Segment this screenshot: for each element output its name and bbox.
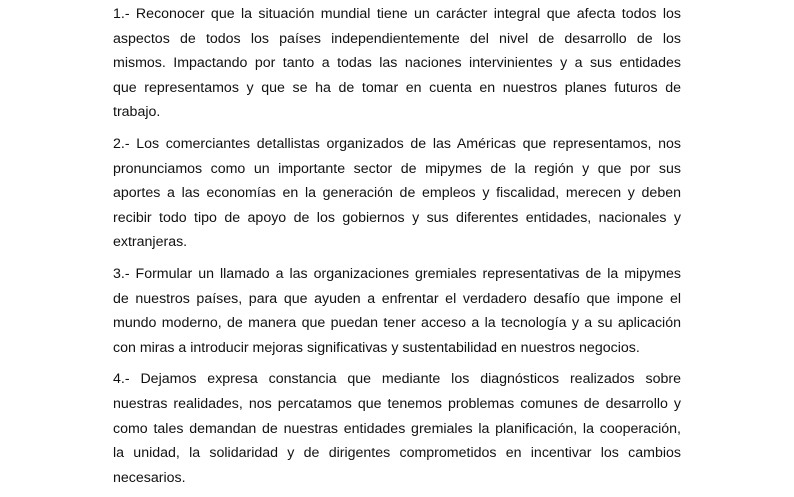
paragraph-4 <box>113 367 681 490</box>
paragraph-line: aspectos de todos los países independientemente del nivel de desarrollo de los <box>113 30 681 47</box>
paragraph-line: nuestras realidades, nos percatamos que tenemos problemas comunes de desarrollo y <box>113 395 681 412</box>
paragraph-line: como tales demandan de nuestras entidades gremiales la planificación, la cooperación, <box>113 420 681 437</box>
paragraph-line: aportes a las economías en la generación de empleos y fiscalidad, merecen y deben <box>113 185 681 202</box>
paragraph-line: extranjeras. <box>113 234 188 251</box>
paragraph-line: recibir todo tipo de apoyo de los gobiernos y sus diferentes entidades, nacionales y <box>113 209 681 226</box>
paragraph-2 <box>113 132 681 255</box>
paragraph-line: pronunciamos como un importante sector de mipymes de la región y que por sus <box>113 160 681 177</box>
paragraph-line: trabajo. <box>113 104 161 121</box>
paragraph-1 <box>113 2 681 125</box>
document-body <box>113 2 681 497</box>
paragraph-line: 3.- Formular un llamado a las organizaciones gremiales representativas de la mipymes <box>113 265 681 282</box>
paragraph-3 <box>113 262 681 360</box>
paragraph-line: mismos. Impactando por tanto a todas las naciones intervinientes y a sus entidades <box>113 55 681 72</box>
paragraph-line: con miras a introducir mejoras significativas y sustentabilidad en nuestros negocios. <box>113 339 640 356</box>
paragraph-line: la unidad, la solidaridad y de dirigentes comprometidos en incentivar los cambios <box>113 445 681 462</box>
paragraph-line: mundo moderno, de manera que puedan tener acceso a la tecnología y a su aplicación <box>113 315 681 332</box>
paragraph-line: 2.- Los comerciantes detallistas organizados de las Américas que representamos, nos <box>113 135 681 152</box>
paragraph-line: 4.- Dejamos expresa constancia que mediante los diagnósticos realizados sobre <box>113 371 681 388</box>
paragraph-line: 1.- Reconocer que la situación mundial tiene un carácter integral que afecta todos los <box>113 6 681 22</box>
paragraph-line: de nuestros países, para que ayuden a enfrentar el verdadero desafío que impone el <box>113 290 681 307</box>
paragraph-line: que representamos y que se ha de tomar en cuenta en nuestros planes futuros de <box>113 79 681 96</box>
paragraph-line: necesarios. <box>113 469 186 486</box>
